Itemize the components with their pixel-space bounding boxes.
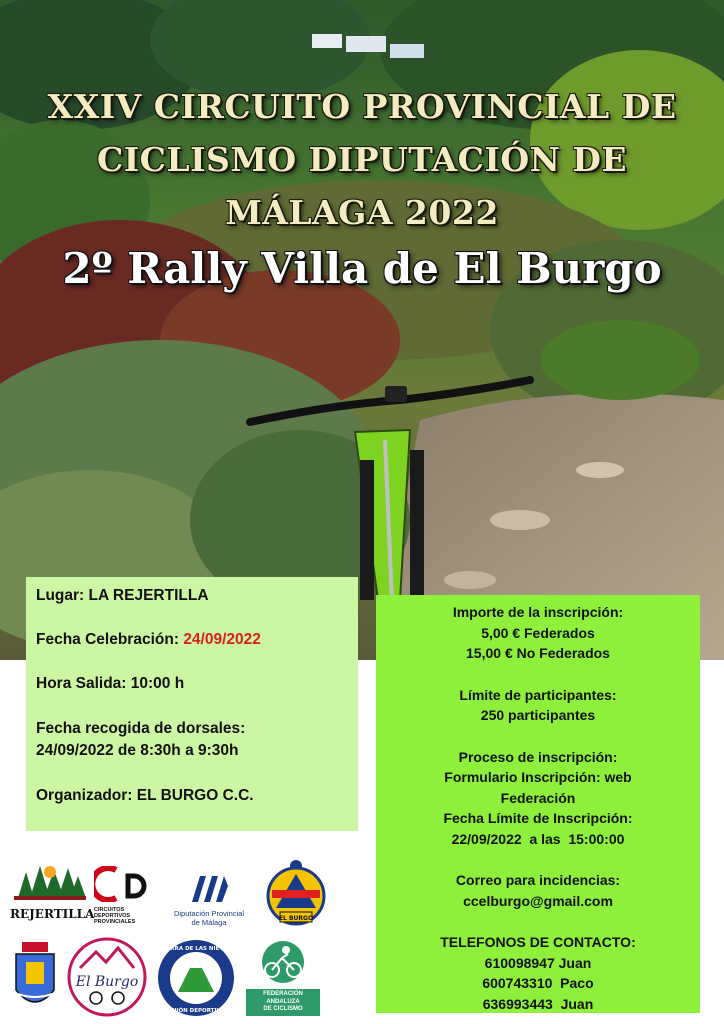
sierra-bottom-text: UNIÓN DEPORTIVA [167, 1008, 225, 1014]
proteccion-text: EL BURGO [278, 915, 314, 922]
diputacion-text-1: Diputación Provincial [173, 909, 245, 918]
telefonos-title: TELEFONOS DE CONTACTO: [440, 934, 636, 950]
circuitos-cd-icon [94, 866, 154, 902]
diputacion-text-2: de Málaga [191, 918, 227, 927]
proteccion-civil-logo [258, 856, 334, 928]
el-burgo-text: El Burgo [75, 974, 139, 990]
diputacion-m-icon [166, 874, 252, 904]
proceso-line-2: Federación [500, 789, 576, 806]
trees-icon [10, 862, 90, 902]
fecha-row [36, 629, 261, 651]
correo-title: Correo para incidencias: [455, 872, 621, 888]
inscription-box [376, 595, 700, 1013]
telefono-2: 600743310 Paco [482, 975, 594, 991]
circuitos-text-2: DEPORTIVOS [94, 913, 131, 919]
federacion-text-1: FEDERACIÓN [263, 991, 303, 997]
hora-value: 10:00 h [130, 675, 185, 692]
rejertilla-logo [10, 862, 95, 922]
telefono-1: 610098947 Juan [484, 954, 592, 971]
correo-value[interactable]: ccelburgo@gmail.com [463, 892, 613, 909]
title-line-2: CICLISMO DIPUTACIÓN DE [96, 140, 628, 179]
proceso-line-4: 22/09/2022 a las 15:00:00 [451, 830, 625, 847]
cyclist-icon [246, 938, 320, 984]
telefono-3: 636993443 Juan [482, 995, 594, 1012]
lugar-label: Lugar: [36, 587, 85, 604]
sponsor-logos [0, 850, 370, 1024]
coat-of-arms-icon [12, 940, 58, 1014]
el-burgo-circle-icon [66, 936, 148, 1018]
circuitos-text-3: PROVINCIALES [94, 919, 136, 925]
hora-row [36, 673, 184, 695]
limite-title: Límite de participantes: [459, 686, 617, 703]
poster-title [0, 80, 724, 297]
hora-label: Hora Salida: [36, 675, 127, 692]
proceso-title: Proceso de inscripción: [458, 748, 618, 765]
sierra-nieves-badge-icon [156, 938, 236, 1018]
event-details-box [26, 577, 358, 831]
limite-value: 250 participantes [480, 707, 596, 723]
sierra-top-text: SIERRA DE LAS NIEVES [160, 946, 232, 952]
title-line-1: XXIV CIRCUITO PROVINCIAL DE [47, 87, 677, 126]
town-shield-logo [12, 940, 58, 1014]
dorsales-value: 24/09/2022 de 8:30h a 9:30h [36, 742, 239, 759]
lugar-value: LA REJERTILLA [88, 587, 209, 604]
proceso-line-3: Fecha Límite de Inscripción: [443, 810, 633, 826]
importe-no-federados: 15,00 € No Federados [466, 645, 610, 661]
importe-title: Importe de la inscripción: [452, 604, 624, 620]
proceso-line-1: Formulario Inscripción: web [444, 769, 632, 785]
federacion-text-3: DE CICLISMO [263, 1006, 303, 1012]
proteccion-civil-shield-icon [258, 856, 334, 928]
title-line-3: MÁLAGA 2022 [225, 193, 499, 232]
circuitos-logo [94, 866, 158, 926]
lugar-row [36, 585, 209, 607]
federacion-logo [246, 938, 320, 1018]
federacion-text-2: ANDALUZA [266, 998, 300, 1005]
organizador-row [36, 785, 254, 807]
sierra-nieves-logo [156, 938, 236, 1018]
fecha-value: 24/09/2022 [183, 631, 261, 648]
fecha-label: Fecha Celebración: [36, 631, 179, 648]
importe-federados: 5,00 € Federados [481, 624, 595, 641]
circuitos-text-1: CIRCUITOS [94, 907, 125, 913]
organizador-label: Organizador: [36, 787, 133, 804]
diputacion-logo [166, 874, 252, 930]
rejertilla-text: REJERTILLA [10, 907, 95, 921]
organizador-value: EL BURGO C.C. [136, 787, 254, 804]
dorsales-label: Fecha recogida de dorsales: [36, 720, 246, 737]
el-burgo-club-logo [66, 936, 148, 1018]
event-subtitle: 2º Rally Villa de El Burgo [62, 244, 662, 293]
